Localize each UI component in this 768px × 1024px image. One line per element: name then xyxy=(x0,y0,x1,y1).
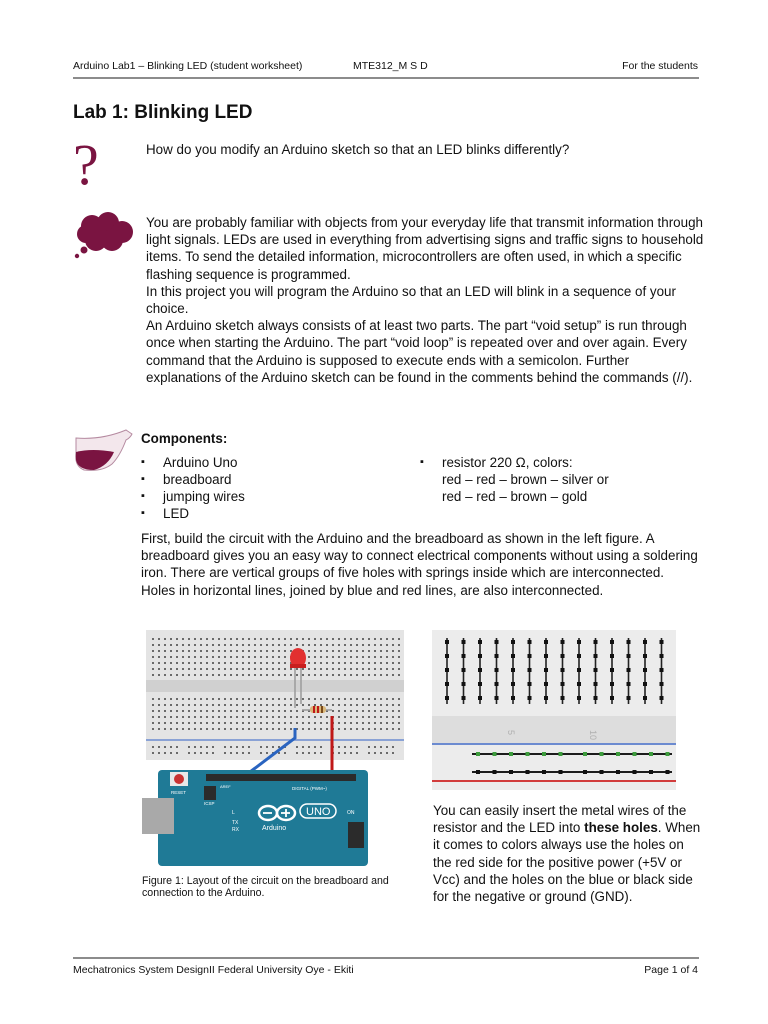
intro-paragraph-3: An Arduino sketch always consists of at least two parts. The part “void setup” is run through once when starting the Arduino. The part “void loop” is repeated over and over again. Every command that the Arduino is supposed to execute ends with a semicolon. Further explanations of the Arduino sketch can be found in the comments behind the commands (//). xyxy=(146,318,693,385)
question-text: How do you modify an Arduino sketch so that an LED blinks differently? xyxy=(146,142,570,157)
column-number-10: 10 xyxy=(588,730,598,741)
figure-caption: Figure 1: Layout of the circuit on the breadboard and connection to the Arduino. xyxy=(142,875,389,899)
resistor-line-1: resistor 220 Ω, colors: xyxy=(442,455,573,470)
svg-text:?: ? xyxy=(73,136,99,192)
header-left: Arduino Lab1 – Blinking LED (student worksheet) xyxy=(73,60,303,72)
uno-label: UNO xyxy=(306,806,331,818)
tx-label: TX xyxy=(232,820,239,826)
thought-cloud-icon xyxy=(70,212,136,260)
resistor-line-3: red – red – brown – gold xyxy=(442,489,588,504)
header-center: MTE312_M S D xyxy=(353,60,428,72)
rx-label: RX xyxy=(232,827,239,833)
components-list-left xyxy=(141,454,401,522)
circuit-figure xyxy=(142,630,412,870)
list-item: ▪ LED xyxy=(141,505,401,522)
holes-text-part-1: You can easily insert the metal wires of the resistor and the LED into xyxy=(433,803,687,836)
on-label: ON xyxy=(347,810,355,816)
footer-rule xyxy=(73,957,699,959)
components-list-right xyxy=(420,454,720,505)
holes-text-part-2: . When it comes to colors always use the holes on the red side for the positive power (+5V or Vcc) and the holes on the blue or black side for the negative or ground (GND). xyxy=(433,820,701,905)
footer-right: Page 1 of 4 xyxy=(644,964,698,976)
breadboard-closeup-figure xyxy=(432,630,676,790)
question-mark-icon xyxy=(70,136,110,192)
beaker-icon xyxy=(72,426,136,474)
list-item: ▪ breadboard xyxy=(141,471,401,488)
page-title: Lab 1: Blinking LED xyxy=(73,102,253,123)
l-label: L xyxy=(232,810,235,816)
intro-text xyxy=(146,214,706,386)
build-instructions: First, build the circuit with the Arduino and the breadboard as shown in the left figure. A breadboard gives you an easy way to connect electrical components without using a soldering iron. There are vertical groups of five holes with springs inside which are interconnected. Holes in horizontal lines, joined by blue and red lines, are also interconnected. xyxy=(141,531,698,598)
intro-paragraph-1: You are probably familiar with objects from your everyday life that transmit information through light signals. LEDs are used in everything from advertising signs and traffic signs to household items. To send the detailed information, microcontrollers are often used, in which a specific flashing sequence is programmed. xyxy=(146,215,704,282)
resistor-line-2: red – red – brown – silver or xyxy=(442,472,609,487)
list-item xyxy=(420,454,720,505)
holes-text-bold: these holes xyxy=(584,820,658,836)
list-item: ▪ jumping wires xyxy=(141,488,401,505)
column-number-5: 5 xyxy=(506,730,516,736)
aref-label: AREF xyxy=(220,784,231,789)
intro-paragraph-2: In this project you will program the Arduino so that an LED will blink in a sequence of your choice. xyxy=(146,283,676,317)
components-heading: Components: xyxy=(141,431,228,446)
digital-label: DIGITAL (PWM~) xyxy=(292,786,327,791)
header-right: For the students xyxy=(622,60,698,72)
footer-left: Mechatronics System DesignII Federal University Oye - Ekiti xyxy=(73,964,354,976)
reset-label: RESET xyxy=(171,790,187,795)
bullet-icon: ▪ xyxy=(420,456,424,468)
list-item: ▪ Arduino Uno xyxy=(141,454,401,471)
header-rule xyxy=(73,77,699,79)
arduino-brand-label: Arduino xyxy=(262,825,287,832)
holes-explanation xyxy=(433,802,701,905)
icsp-label: ICSP xyxy=(204,801,215,806)
